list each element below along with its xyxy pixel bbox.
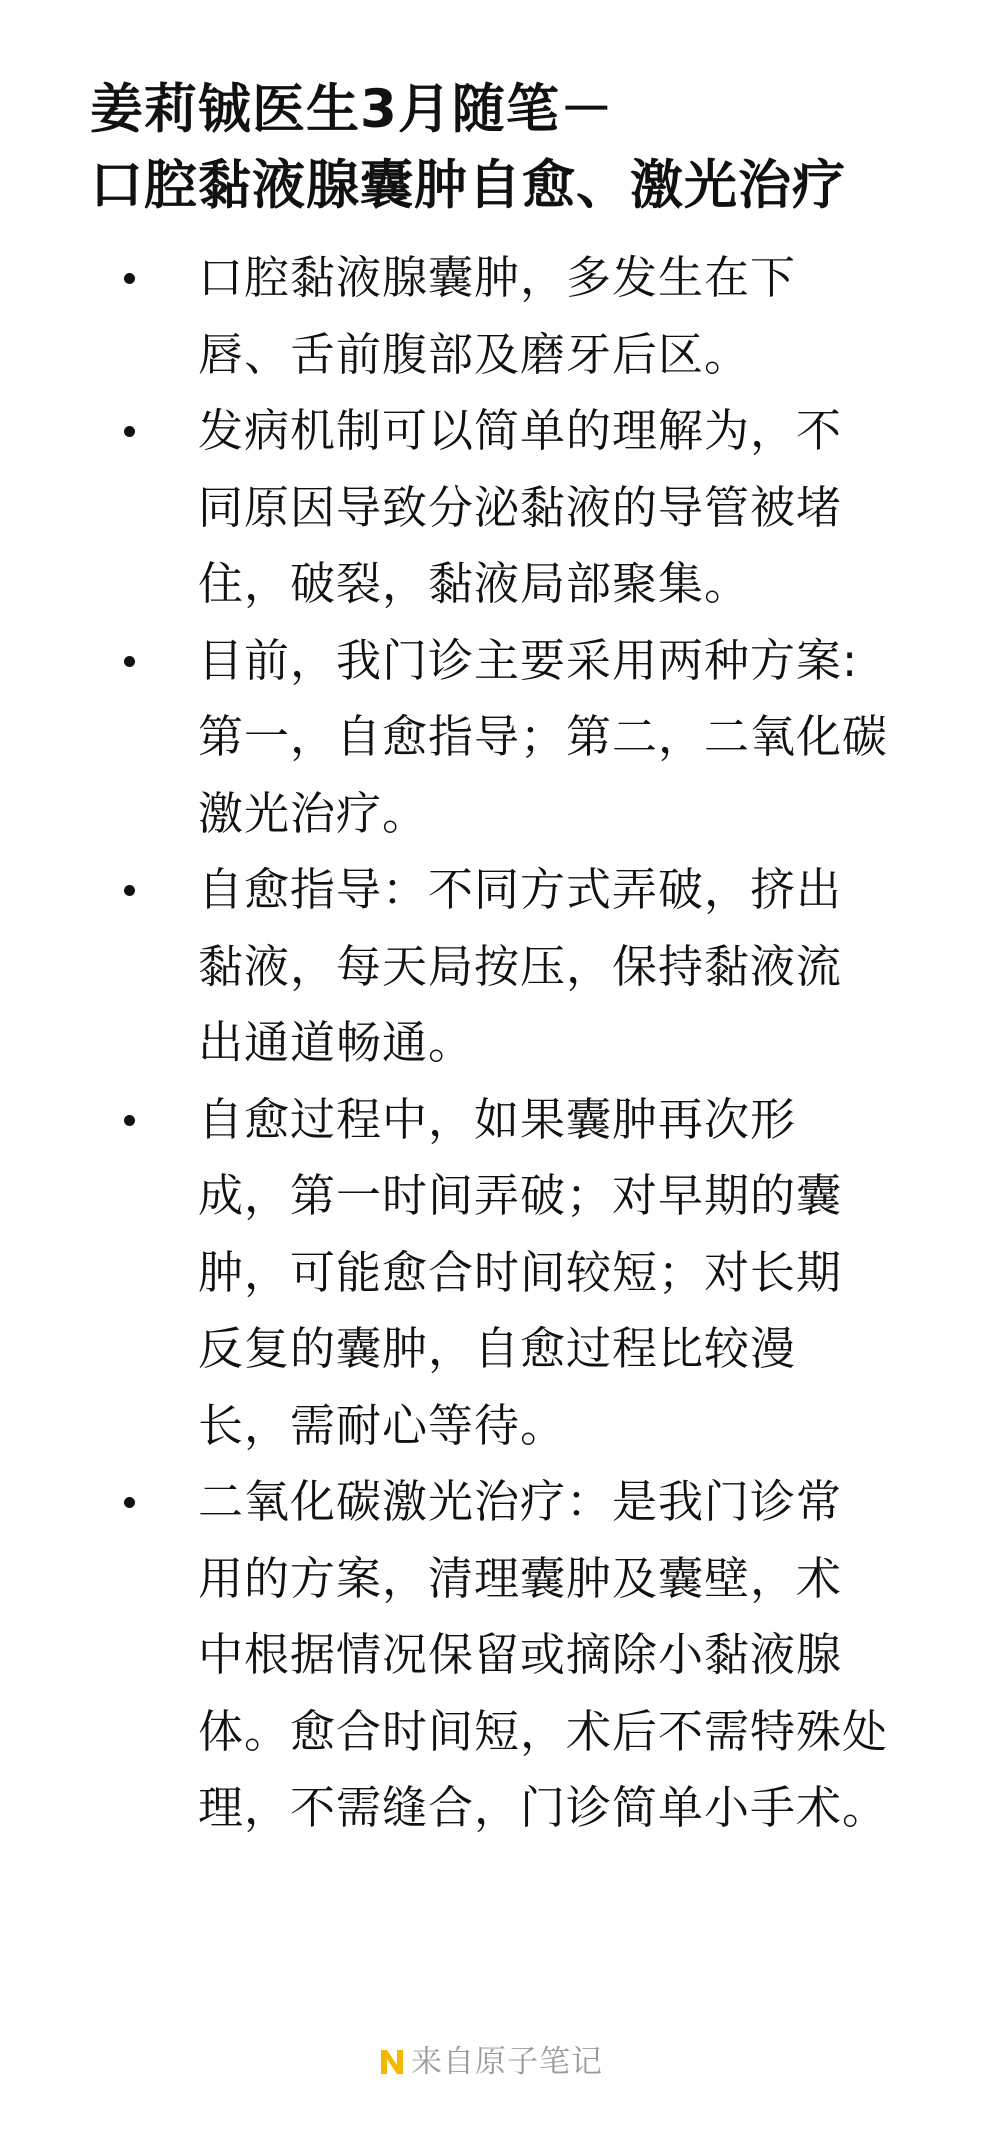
bullet-line: 体。愈合时间短，术后不需特殊处 xyxy=(198,1704,889,1758)
bullet-item xyxy=(0,623,888,853)
bullet-line: 长，需耐心等待。 xyxy=(198,1398,567,1452)
bullet-dot-icon xyxy=(124,426,135,437)
bullet-line: 激光治疗。 xyxy=(198,786,429,840)
bullet-line: 唇、舌前腹部及磨牙后区。 xyxy=(198,327,751,381)
bullet-line: 自愈指导：不同方式弄破，挤出 xyxy=(198,863,843,916)
bullet-line: 中根据情况保留或摘除小黏液腺 xyxy=(198,1628,843,1681)
bullet-item xyxy=(0,1082,888,1465)
bullet-line: 二氧化碳激光治疗：是我门诊常 xyxy=(198,1475,843,1528)
bullet-dot-icon xyxy=(124,273,135,284)
bullet-line: 发病机制可以简单的理解为，不 xyxy=(198,404,843,457)
note-title-line-1: 姜莉铖医生3月随笔－ xyxy=(90,79,614,140)
bullet-line: 第一，自愈指导；第二，二氧化碳 xyxy=(198,710,889,763)
app-attribution xyxy=(0,2040,984,2084)
bullet-dot-icon xyxy=(124,1115,135,1126)
bullet-dot-icon xyxy=(124,656,135,667)
bullet-line: 反复的囊肿，自愈过程比较漫 xyxy=(198,1322,797,1375)
bullet-line: 理，不需缝合，门诊简单小手术。 xyxy=(198,1781,889,1834)
bullet-item xyxy=(0,852,888,1082)
bullet-line: 成，第一时间弄破；对早期的囊 xyxy=(198,1169,843,1222)
bullet-list xyxy=(0,240,984,1847)
note-title xyxy=(90,72,950,224)
bullet-dot-icon xyxy=(124,885,135,896)
bullet-item xyxy=(0,240,888,393)
bullet-line: 口腔黏液腺囊肿，多发生在下 xyxy=(198,251,797,304)
notes-app-logo-icon xyxy=(381,2048,403,2076)
bullet-line: 出通道畅通。 xyxy=(198,1016,475,1069)
bullet-line: 黏液，每天局按压，保持黏液流 xyxy=(198,939,843,993)
bullet-item xyxy=(0,393,888,623)
bullet-dot-icon xyxy=(124,1497,135,1508)
bullet-line: 同原因导致分泌黏液的导管被堵 xyxy=(198,480,843,534)
bullet-line: 自愈过程中，如果囊肿再次形 xyxy=(198,1092,797,1146)
bullet-item xyxy=(0,1464,888,1847)
bullet-line: 肿，可能愈合时间较短；对长期 xyxy=(198,1245,843,1299)
bullet-line: 目前，我门诊主要采用两种方案: xyxy=(198,633,859,687)
note-title-line-2: 口腔黏液腺囊肿自愈、激光治疗 xyxy=(90,155,846,216)
bullet-line: 用的方案，清理囊肿及囊壁，术 xyxy=(198,1551,843,1605)
app-attribution-text: 来自原子笔记 xyxy=(411,2044,603,2080)
bullet-line: 住，破裂，黏液局部聚集。 xyxy=(198,557,751,610)
